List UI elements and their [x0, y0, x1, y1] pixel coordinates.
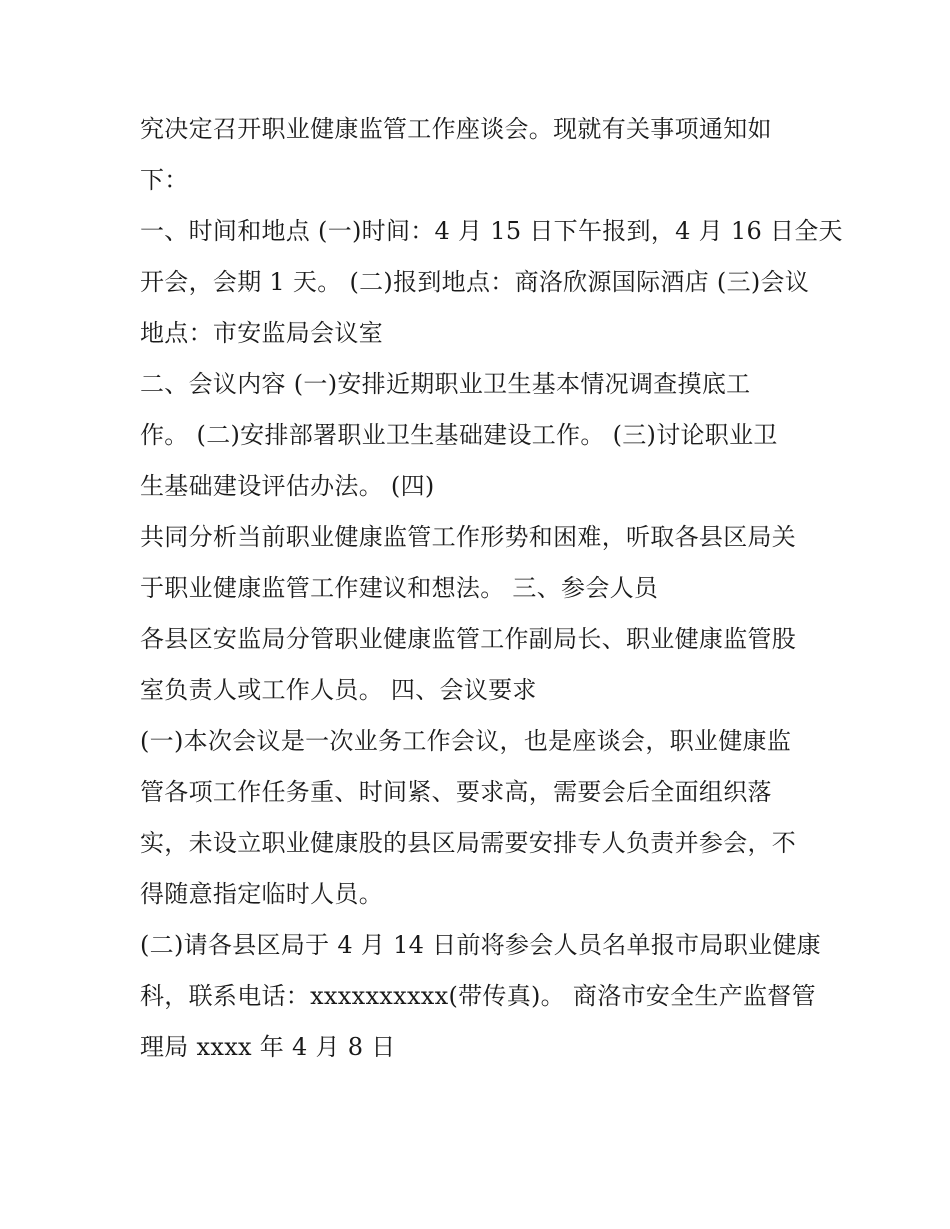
document-body [140, 104, 843, 1073]
text-line: 下： [140, 166, 189, 194]
text-line: 二、会议内容 (一)安排近期职业卫生基本情况调查摸底工 [140, 370, 751, 398]
text-line: 生基础建设评估办法。 (四) [140, 472, 435, 500]
text-line: 一、时间和地点 (一)时间：4 月 15 日下午报到，4 月 16 日全天 [140, 217, 843, 245]
text-line: 作。 (二)安排部署职业卫生基础建设工作。 (三)讨论职业卫 [140, 421, 778, 449]
text-line: 各县区安监局分管职业健康监管工作副局长、职业健康监管股 [140, 625, 797, 653]
text-line: 于职业健康监管工作建议和想法。 三、参会人员 [140, 574, 659, 602]
text-line: 地点：市安监局会议室 [140, 319, 383, 347]
text-line: 实，未设立职业健康股的县区局需要安排专人负责并参会，不 [140, 829, 797, 857]
text-line: 管各项工作任务重、时间紧、要求高，需要会后全面组织落 [140, 778, 772, 806]
text-line: 科，联系电话：xxxxxxxxxx(带传真)。 商洛市安全生产监督管 [140, 982, 816, 1010]
text-line: 理局 xxxx 年 4 月 8 日 [140, 1033, 396, 1061]
text-line: 共同分析当前职业健康监管工作形势和困难，听取各县区局关 [140, 523, 797, 551]
text-line: 室负责人或工作人员。 四、会议要求 [140, 676, 537, 704]
text-line: 得随意指定临时人员。 [140, 880, 383, 908]
text-line: 究决定召开职业健康监管工作座谈会。现就有关事项通知如 [140, 115, 772, 143]
text-line: (二)请各县区局于 4 月 14 日前将参会人员名单报市局职业健康 [140, 931, 821, 959]
text-line: 开会，会期 1 天。 (二)报到地点：商洛欣源国际酒店 (三)会议 [140, 268, 810, 296]
text-line: (一)本次会议是一次业务工作会议，也是座谈会，职业健康监 [140, 727, 792, 755]
